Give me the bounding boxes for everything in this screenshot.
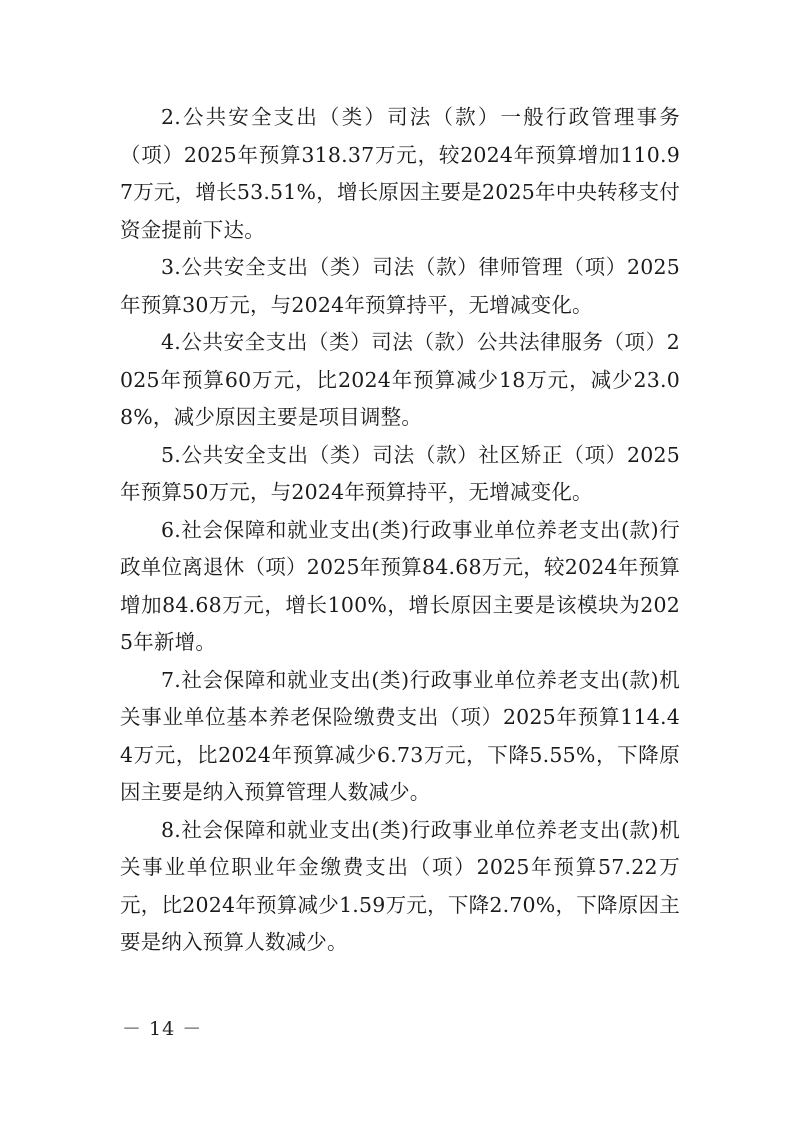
page-number: － 14 － bbox=[122, 1018, 203, 1040]
paragraph-item-6: 6.社会保障和就业支出(类)行政事业单位养老支出(款)行政单位离退休（项）2025年预算84.68万元，较2024年预算增加84.68万元，增长100%，增长原因主要是该模块为2025年新增。 bbox=[120, 517, 680, 654]
paragraph-item-4: 4.公共安全支出（类）司法（款）公共法律服务（项）2025年预算60万元，比2024年预算减少18万元，减少23.08%，减少原因主要是项目调整。 bbox=[120, 330, 680, 429]
paragraph-item-3: 3.公共安全支出（类）司法（款）律师管理（项）2025年预算30万元，与2024年预算持平，无增减变化。 bbox=[120, 255, 680, 317]
paragraph-item-8: 8.社会保障和就业支出(类)行政事业单位养老支出(款)机关事业单位职业年金缴费支出（项）2025年预算57.22万元，比2024年预算减少1.59万元，下降2.70%，下降原因主要是纳入预算人数减少。 bbox=[120, 817, 680, 954]
document-body bbox=[120, 99, 680, 962]
paragraph-item-7: 7.社会保障和就业支出(类)行政事业单位养老支出(款)机关事业单位基本养老保险缴费支出（项）2025年预算114.44万元，比2024年预算减少6.73万元，下降5.55%，下降原因主要是纳入预算管理人数减少。 bbox=[120, 667, 680, 804]
paragraph-item-5: 5.公共安全支出（类）司法（款）社区矫正（项）2025年预算50万元，与2024年预算持平，无增减变化。 bbox=[120, 442, 680, 504]
paragraph-item-2: 2.公共安全支出（类）司法（款）一般行政管理事务（项）2025年预算318.37万元，较2024年预算增加110.97万元，增长53.51%，增长原因主要是2025年中央转移支付资金提前下达。 bbox=[120, 105, 680, 242]
